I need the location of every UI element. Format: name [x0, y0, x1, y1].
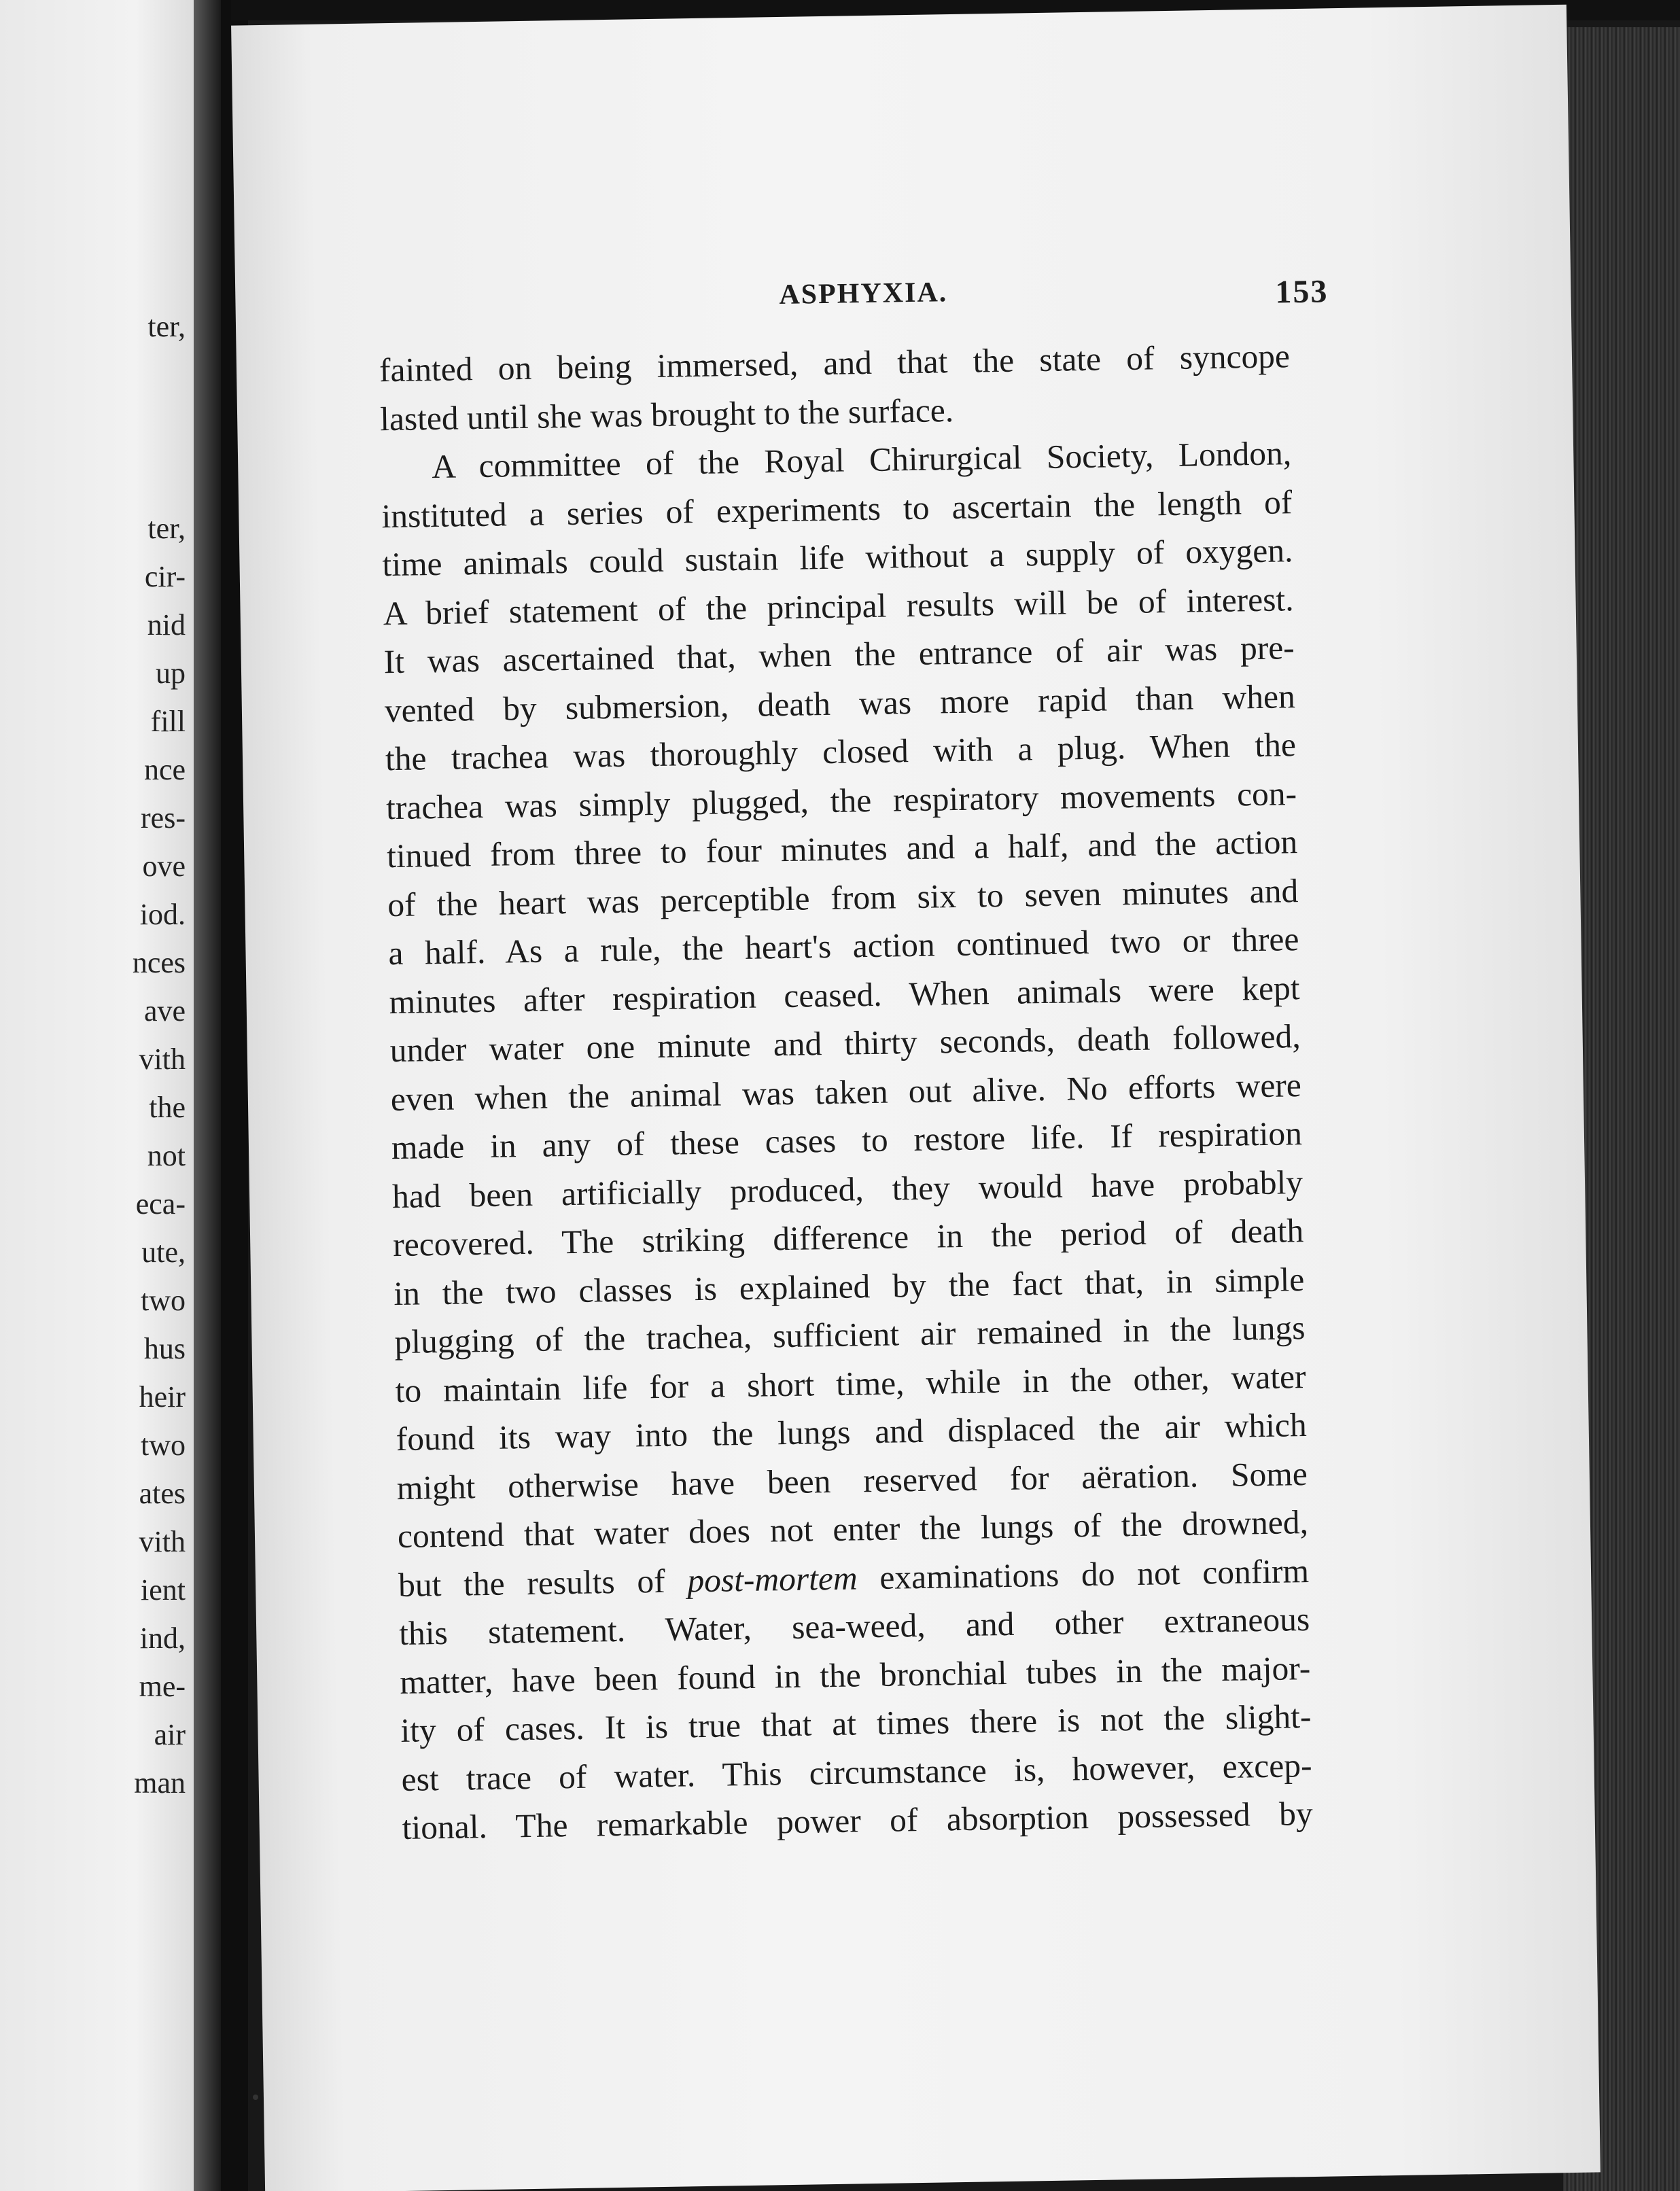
left-page-fragment: fill: [150, 705, 186, 738]
running-head-title: ASPHYXIA.: [779, 277, 948, 311]
page-number: 153: [1275, 273, 1329, 311]
left-page-fragment: air: [154, 1718, 186, 1751]
left-page-fragment: vith: [139, 1042, 186, 1076]
text-line: under water one minute and thirty seconds, death followed,: [389, 1017, 1301, 1070]
left-page-fragment: nce: [143, 753, 186, 786]
text-line: A committee of the Royal Chirurgical Society, London,: [431, 434, 1292, 486]
left-page-fragment: nces: [132, 946, 186, 979]
text-line: It was ascertained that, when the entrance of air was pre-: [383, 629, 1295, 681]
book-page: [231, 5, 1600, 2191]
text-line: made in any of these cases to restore life. If respiration: [391, 1115, 1303, 1167]
text-line: this statement. Water, sea-weed, and other extraneous: [398, 1600, 1310, 1653]
page-shadow: [194, 0, 221, 2191]
text-segment: but the results of: [398, 1562, 666, 1604]
previous-page-edge: [0, 0, 194, 2191]
left-page-fragment: cir-: [144, 560, 186, 593]
left-page-fragment: ter,: [147, 310, 186, 343]
text-line: time animals could sustain life without a supply of oxygen.: [382, 531, 1293, 584]
text-line: a half. As a rule, the heart's action continued two or three: [388, 920, 1299, 972]
left-page-fragment: ient: [141, 1573, 186, 1607]
left-page-fragment: ove: [142, 849, 186, 883]
left-page-fragment: two: [141, 1284, 186, 1317]
text-line: had been artificially produced, they would have probably: [391, 1163, 1303, 1215]
text-line: lasted until she was brought to the surface.: [379, 391, 954, 438]
text-line: might otherwise have been reserved for aëration. Some: [396, 1454, 1308, 1507]
left-page-fragment: man: [134, 1766, 186, 1800]
text-line: plugging of the trachea, sufficient air remained in the lungs: [394, 1309, 1306, 1361]
text-line: even when the animal was taken out alive. No efforts were: [390, 1066, 1302, 1118]
text-line: vented by submersion, death was more rapid than when: [384, 677, 1296, 729]
scan-speck: [253, 2094, 258, 2100]
text-segment: examinations do not confirm: [879, 1552, 1310, 1596]
text-line: contend that water does not enter the lungs of the drowned,: [397, 1503, 1309, 1556]
text-line: minutes after respiration ceased. When animals were kept: [389, 968, 1300, 1021]
left-page-fragment: not: [147, 1139, 186, 1172]
left-page-fragment: ter,: [147, 512, 186, 545]
text-line: trachea was simply plugged, the respiratory movements con-: [385, 774, 1297, 826]
left-page-fragment: the: [149, 1091, 186, 1124]
text-line: est trace of water. This circumstance is, however, excep-: [401, 1746, 1312, 1798]
left-page-fragment: nid: [147, 608, 186, 642]
left-page-fragment: heir: [139, 1380, 186, 1414]
left-page-fragment: up: [156, 656, 186, 690]
left-page-fragment: res-: [141, 801, 186, 835]
text-line: instituted a series of experiments to ascertain the length of: [381, 483, 1293, 535]
text-line: of the heart was perceptible from six to seven minutes and: [387, 871, 1299, 924]
left-page-fragment: ute,: [141, 1235, 186, 1269]
left-page-fragment: iod.: [139, 898, 186, 931]
left-page-fragment: ates: [139, 1477, 186, 1510]
text-line: found its way into the lungs and displaced the air which: [396, 1406, 1308, 1458]
text-line: ity of cases. It is true that at times there is not the slight-: [400, 1697, 1312, 1750]
text-line: fainted on being immersed, and that the state of syncope: [379, 337, 1291, 389]
left-page-fragment: hus: [143, 1332, 186, 1365]
text-line: in the two classes is explained by the fact that, in simple: [393, 1260, 1305, 1312]
left-page-fragment: vith: [139, 1525, 186, 1558]
text-line: tinued from three to four minutes and a half, and the action: [386, 823, 1298, 875]
text-line: matter, have been found in the bronchial tubes in the major-: [399, 1649, 1311, 1701]
text-line: the trachea was thoroughly closed with a plug. When the: [385, 726, 1297, 778]
left-page-fragment: me-: [139, 1670, 186, 1703]
body-text: [379, 332, 1314, 1852]
text-line: recovered. The striking difference in the period of death: [392, 1212, 1304, 1264]
left-page-fragment: eca-: [135, 1187, 186, 1221]
left-page-fragment: ave: [143, 994, 186, 1028]
italic-term: post-mortem: [686, 1558, 858, 1599]
left-page-fragment: ind,: [139, 1622, 186, 1655]
text-line: A brief statement of the principal results will be of interest.: [383, 580, 1294, 632]
text-line: tional. The remarkable power of absorption possessed by: [402, 1794, 1314, 1846]
running-header: [235, 266, 1571, 311]
text-line: to maintain life for a short time, while in the other, water: [395, 1357, 1306, 1409]
left-page-fragment: two: [141, 1428, 186, 1462]
